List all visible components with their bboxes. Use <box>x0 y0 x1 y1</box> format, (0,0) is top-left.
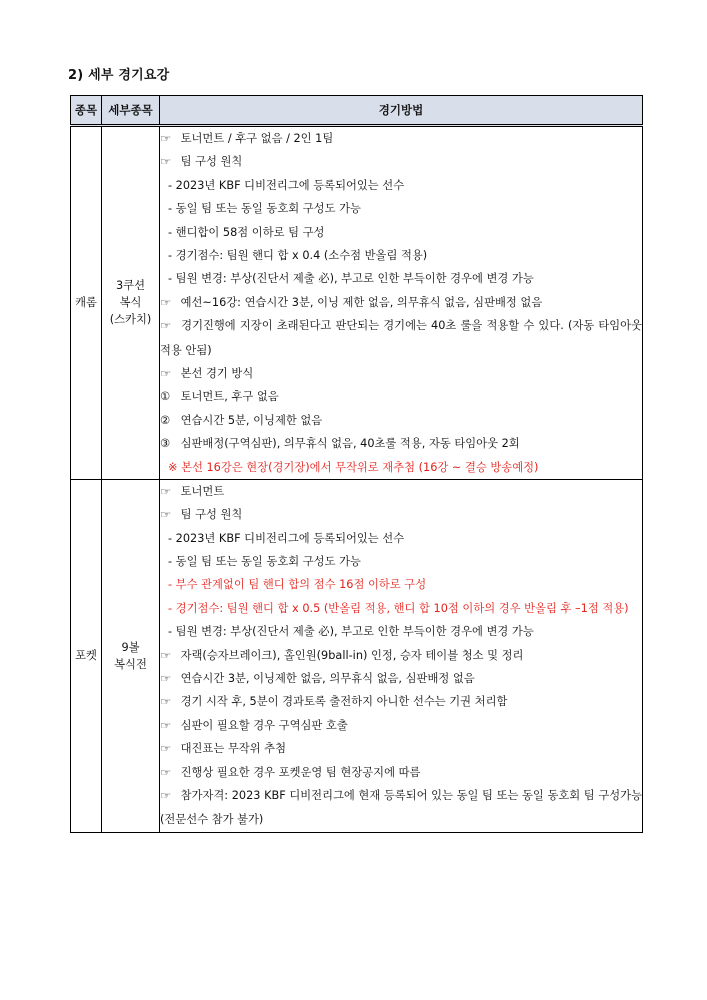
sub-event-cell <box>102 126 160 480</box>
pointing-hand-icon: ☞ <box>160 320 172 333</box>
sub-event-cell <box>102 479 160 832</box>
circled-number: ① <box>160 390 171 404</box>
rule-text: 2023년 KBF 디비전리그에 등록되어있는 선수 <box>175 178 405 192</box>
rule-text: 동일 팀 또는 동일 동호회 구성도 가능 <box>175 555 361 569</box>
rule-line <box>160 480 642 503</box>
circled-number: ③ <box>160 437 171 451</box>
rule-text: 경기점수: 팀원 핸디 합 x 0.4 (소수점 반올림 적용) <box>175 248 428 262</box>
pointing-hand-icon: ☞ <box>160 649 172 662</box>
sub-event-line: 복식전 <box>114 657 147 671</box>
rule-line <box>160 527 642 550</box>
rule-line <box>160 244 642 267</box>
rule-text: 본선 16강은 현장(경기장)에서 무작위로 재추첨 (16강 ~ 결승 방송예정) <box>181 460 539 474</box>
rule-line <box>160 197 642 220</box>
event-cell: 캐롬 <box>71 126 102 480</box>
pointing-hand-icon: ☞ <box>160 789 172 802</box>
rule-line <box>160 573 642 596</box>
rule-text: 참가자격: 2023 KBF 디비전리그에 현재 등록되어 있는 동일 팀 또는 동일 동호회 팀 구성가능 (전문선수 참가 불가) <box>160 788 642 827</box>
bullet-marker: - <box>168 272 173 286</box>
rule-line <box>160 314 642 362</box>
bullet-marker: - <box>168 248 173 262</box>
rule-text: 토너먼트, 후구 없음 <box>180 390 279 404</box>
rule-text: 예선~16강: 연습시간 3분, 이닝 제한 없음, 의무휴식 없음, 심판배정 없음 <box>180 295 543 309</box>
rule-line <box>160 737 642 760</box>
section-title: 2) 세부 경기요강 <box>68 68 170 83</box>
rule-line <box>160 714 642 737</box>
rule-line <box>160 550 642 573</box>
bullet-marker: - <box>168 625 173 639</box>
table-row-pocket <box>71 479 643 832</box>
pointing-hand-icon: ☞ <box>160 485 172 498</box>
pointing-hand-icon: ☞ <box>160 696 172 709</box>
rule-text: 2023년 KBF 디비전리그에 등록되어있는 선수 <box>175 531 405 545</box>
method-cell <box>160 126 643 480</box>
rule-line <box>160 291 642 314</box>
event-cell: 포켓 <box>71 479 102 832</box>
rule-text: 대진표는 무작위 추첨 <box>180 742 286 756</box>
rule-text: 경기점수: 팀원 핸디 합 x 0.5 (반올림 적용, 핸디 합 10점 이하의 경우 반올림 후 –1점 적용) <box>175 601 629 615</box>
rule-text: 토너먼트 / 후구 없음 / 2인 1팀 <box>180 132 334 145</box>
header-method: 경기방법 <box>160 96 643 126</box>
rule-text: 경기진행에 지장이 초래된다고 판단되는 경기에는 40초 룰을 적용할 수 있다. (자동 타임아웃 적용 안됨) <box>160 319 642 357</box>
rule-text: 심판배정(구역심판), 의무휴식 없음, 40초룰 적용, 자동 타임아웃 2회 <box>180 437 520 451</box>
bullet-marker: - <box>168 531 173 545</box>
pointing-hand-icon: ☞ <box>160 766 172 779</box>
rule-text: 연습시간 3분, 이닝제한 없음, 의무휴식 없음, 심판배정 없음 <box>180 672 475 686</box>
pointing-hand-icon: ☞ <box>160 743 172 756</box>
rule-line <box>160 597 642 620</box>
rule-line <box>160 267 642 290</box>
pointing-hand-icon: ☞ <box>160 673 172 686</box>
bullet-marker: - <box>168 225 173 239</box>
pointing-hand-icon: ☞ <box>160 509 172 522</box>
rule-line <box>160 385 642 408</box>
rule-line <box>160 644 642 667</box>
circled-number: ② <box>160 413 171 427</box>
rule-line <box>160 690 642 713</box>
rule-line <box>160 409 642 432</box>
header-event: 종목 <box>71 96 102 126</box>
rule-text: 팀원 변경: 부상(진단서 제출 必), 부고로 인한 부득이한 경우에 변경 가능 <box>175 272 534 286</box>
rule-text: 팀 구성 원칙 <box>180 508 243 522</box>
rule-line <box>160 503 642 526</box>
sub-event-line: 9볼 <box>121 640 140 654</box>
bullet-marker: - <box>168 178 173 192</box>
pointing-hand-icon: ☞ <box>160 719 172 732</box>
rule-text: 토너먼트 <box>180 484 225 498</box>
rule-text: 부수 관계없이 팀 핸디 합의 점수 16점 이하로 구성 <box>175 578 427 592</box>
header-sub-event: 세부종목 <box>102 96 160 126</box>
rule-text: 진행상 필요한 경우 포켓운영 팀 현장공지에 따름 <box>180 765 421 779</box>
rule-line <box>160 127 642 150</box>
rule-line <box>160 667 642 690</box>
sub-event-line: 3쿠션 <box>115 279 145 293</box>
rule-line <box>160 174 642 197</box>
rule-text: 핸디합이 58점 이하로 팀 구성 <box>175 225 325 239</box>
table-header-row <box>71 96 643 126</box>
pointing-hand-icon: ☞ <box>160 367 172 380</box>
bullet-marker: - <box>168 578 173 592</box>
rule-text: 연습시간 5분, 이닝제한 없음 <box>180 413 323 427</box>
rule-text: 자랙(승자브레이크), 홀인원(9ball-in) 인정, 승자 테이블 청소 및 정리 <box>180 648 524 662</box>
rule-line <box>160 761 642 784</box>
rule-text: 경기 시작 후, 5분이 경과토록 출전하지 아니한 선수는 기권 처리함 <box>180 695 508 709</box>
rule-text: 팀원 변경: 부상(진단서 제출 必), 부고로 인한 부득이한 경우에 변경 가능 <box>175 625 534 639</box>
rule-text: 동일 팀 또는 동일 동호회 구성도 가능 <box>175 202 361 216</box>
bullet-marker: - <box>168 601 173 615</box>
method-cell <box>160 479 643 832</box>
rule-line <box>160 620 642 643</box>
rule-line <box>160 784 642 832</box>
table-row-carom <box>71 126 643 480</box>
rule-text: 본선 경기 방식 <box>180 366 254 380</box>
rule-line <box>160 456 642 479</box>
rule-line <box>160 432 642 455</box>
sub-event-line: 복식 <box>119 296 142 310</box>
pointing-hand-icon: ☞ <box>160 296 172 309</box>
rule-text: 팀 구성 원칙 <box>180 155 243 169</box>
bullet-marker: ※ <box>168 460 178 474</box>
competition-rules-table <box>70 95 643 833</box>
rule-line <box>160 150 642 173</box>
rule-line <box>160 362 642 385</box>
pointing-hand-icon: ☞ <box>160 156 172 169</box>
bullet-marker: - <box>168 555 173 569</box>
bullet-marker: - <box>168 202 173 216</box>
rule-text: 심판이 필요할 경우 구역심판 호출 <box>180 718 348 732</box>
sub-event-line: (스카치) <box>109 313 152 327</box>
rule-line <box>160 221 642 244</box>
pointing-hand-icon: ☞ <box>160 133 172 145</box>
